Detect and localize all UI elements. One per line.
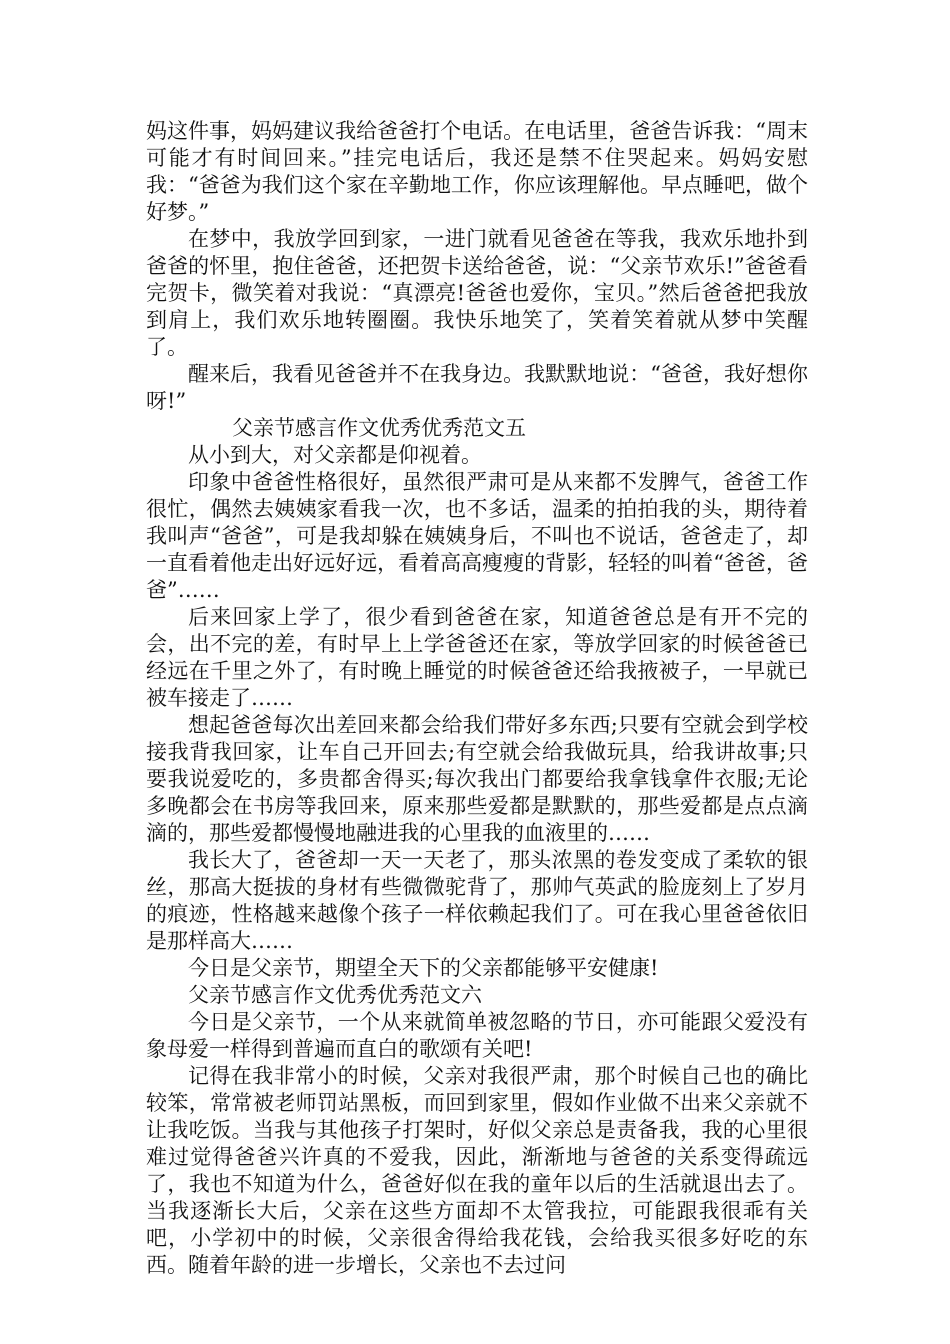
- paragraph: 想起爸爸每次出差回来都会给我们带好多东西;只要有空就会到学校接我背我回家，让车自己开回去;有空就会给我做玩具，给我讲故事;只要我说爱吃的，多贵都舍得买;每次我出门都要给我拿钱拿件衣服;无论多晚都会在书房等我回来，原来那些爱都是默默的，那些爱都是点点滴滴的，那些爱都慢慢地融进我的心里我的血液里的……: [146, 713, 808, 845]
- paragraph: 醒来后，我看见爸爸并不在我身边。我默默地说：“爸爸，我好想你呀!”: [146, 362, 808, 413]
- section-heading: 父亲节感言作文优秀优秀范文六: [188, 983, 482, 1007]
- paragraph: 今日是父亲节，一个从来就简单被忽略的节日，亦可能跟父爱没有象母爱一样得到普遍而直白的歌颂有关吧!: [146, 1010, 808, 1061]
- document-page: [146, 118, 808, 1279]
- paragraph: 记得在我非常小的时候，父亲对我很严肃，那个时候自己也的确比较笨，常常被老师罚站黑板，而回到家里，假如作业做不出来父亲就不让我吃饭。当我与其他孩子打架时，好似父亲总是责备我，我的心里很难过觉得爸爸兴许真的不爱我，因此，渐渐地与爸爸的关系变得疏远了，我也不知道为什么，爸爸好似在我的童年以后的生活就退出去了。当我逐渐长大后，父亲在这些方面却不太管我拉，可能跟我很乖有关吧，小学初中的时候，父亲很舍得给我花钱，会给我买很多好吃的东西。随着年龄的进一步增长，父亲也不去过问: [146, 1064, 808, 1277]
- paragraph: 在梦中，我放学回到家，一进门就看见爸爸在等我，我欢乐地扑到爸爸的怀里，抱住爸爸，还把贺卡送给爸爸，说：“父亲节欢乐!”爸爸看完贺卡，微笑着对我说：“真漂亮!爸爸也爱你，宝贝。”然后爸爸把我放到肩上，我们欢乐地转圈圈。我快乐地笑了，笑着笑着就从梦中笑醒了。: [146, 227, 808, 359]
- paragraph: 我长大了，爸爸却一天一天老了，那头浓黑的卷发变成了柔软的银丝，那高大挺拔的身材有些微微驼背了，那帅气英武的脸庞刻上了岁月的痕迹，性格越来越像个孩子一样依赖起我们了。可在我心里爸爸依旧是那样高大……: [146, 848, 808, 953]
- paragraph: 印象中爸爸性格很好，虽然很严肃可是从来都不发脾气，爸爸工作很忙，偶然去姨姨家看我一次，也不多话，温柔的拍拍我的头，期待着我叫声“爸爸”，可是我却躲在姨姨身后，不叫也不说话，爸爸走了，却一直看着他走出好远好远，看着高高瘦瘦的背影，轻轻的叫着“爸爸，爸爸”……: [146, 470, 808, 602]
- paragraph: 今日是父亲节，期望全天下的父亲都能够平安健康!: [188, 956, 659, 980]
- paragraph: 后来回家上学了，很少看到爸爸在家，知道爸爸总是有开不完的会，出不完的差，有时早上上学爸爸还在家，等放学回家的时候爸爸已经远在千里之外了，有时晚上睡觉的时候爸爸还给我掖被子，一早就已被车接走了……: [146, 605, 808, 710]
- paragraph: 妈这件事，妈妈建议我给爸爸打个电话。在电话里，爸爸告诉我：“周末可能才有时间回来。”挂完电话后，我还是禁不住哭起来。妈妈安慰我：“爸爸为我们这个家在辛勤地工作，你应该理解他。早点睡吧，做个好梦。”: [146, 119, 808, 224]
- section-heading: 父亲节感言作文优秀优秀范文五: [232, 416, 526, 440]
- paragraph: 从小到大，对父亲都是仰视着。: [188, 443, 482, 467]
